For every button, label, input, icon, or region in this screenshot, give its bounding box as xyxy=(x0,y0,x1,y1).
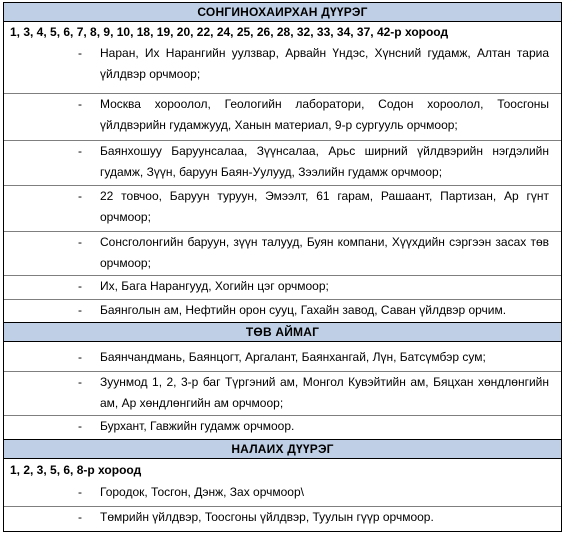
bullet-dash: - xyxy=(78,279,82,293)
item-text: Бурхант, Гавжийн гудамж орчмоор. xyxy=(100,419,295,433)
section-header: СОНГИНОХАИРХАН ДҮҮРЭГ xyxy=(4,3,561,22)
item-text: Москва хороолол, Геологийн лаборатори, Содон хороолол, Тоосгоны үйлдвэрийн гудамжууд, Ханын материал, 9-р сургууль орчмоор; xyxy=(100,97,549,132)
section-subtitle: 1, 3, 4, 5, 6, 7, 8, 9, 10, 18, 19, 20, 22, 24, 25, 26, 28, 32, 33, 34, 37, 42-р хороод xyxy=(10,25,449,39)
list-item xyxy=(4,299,561,324)
item-text: Городок, Тосгон, Дэнж, Зах орчмоор\ xyxy=(100,485,304,499)
list-item xyxy=(4,140,561,188)
item-text: Зуунмод 1, 2, 3-р баг Түргэний ам, Монгол Кувэйтийн ам, Бяцхан хөндлөнгийн ам, Ар хөндлөнгийн ам орчмоор; xyxy=(100,375,549,410)
list-item xyxy=(4,371,561,416)
bullet-dash: - xyxy=(78,510,82,524)
bullet-dash: - xyxy=(78,419,82,433)
bullet-dash: - xyxy=(78,46,82,60)
list-item xyxy=(4,231,561,278)
section-subtitle: 1, 2, 3, 5, 6, 8-р хороод xyxy=(10,463,142,477)
section-header: ТӨВ АЙМАГ xyxy=(4,323,561,342)
item-text: Их, Бага Нарангууд, Хогийн цэг орчмоор; xyxy=(100,279,329,293)
item-text: Наран, Их Нарангийн уулзвар, Арвайн Үндэс, Хүнсний гудамж, Алтан тариа үйлдвэр орчмоор; xyxy=(100,46,549,81)
bullet-dash: - xyxy=(78,375,82,389)
item-text: Баянчандмань, Баянцогт, Аргалант, Баянхангай, Лүн, Батсүмбэр сум; xyxy=(100,350,486,364)
section-header: НАЛАИХ ДҮҮРЭГ xyxy=(4,440,561,459)
bullet-dash: - xyxy=(78,97,82,111)
list-item xyxy=(4,93,561,141)
bullet-dash: - xyxy=(78,144,82,158)
bullet-dash: - xyxy=(78,303,82,317)
bullet-dash: - xyxy=(78,485,82,499)
list-item xyxy=(4,347,561,371)
list-item xyxy=(4,506,561,531)
item-text: 22 товчоо, Баруун туруун, Эмээлт, 61 гарам, Рашаант, Партизан, Ар гүнт орчмоор; xyxy=(100,189,549,224)
item-text: Баянхошуу Баруунсалаа, Зүүнсалаа, Арьс ширний үйлдвэрийн нэгдэлийн гудамж, Зүүн, баруун Баян-Уулууд, Зээлийн гудамж орчмоор; xyxy=(100,144,549,179)
bullet-dash: - xyxy=(78,350,82,364)
item-text: Сонсголонгийн баруун, зүүн талууд, Буян компани, Хүүхдийн сэргээн засах төв орчмоор; xyxy=(100,235,549,270)
bullet-dash: - xyxy=(78,235,82,249)
list-item xyxy=(4,415,561,440)
list-item xyxy=(4,43,561,91)
item-text: Төмрийн үйлдвэр, Тоосгоны үйлдвэр, Туулын гүүр орчмоор. xyxy=(100,510,434,524)
bullet-dash: - xyxy=(78,189,82,203)
list-item xyxy=(4,185,561,232)
list-item xyxy=(4,275,561,300)
item-text: Баянголын ам, Нефтийн орон сууц, Гахайн завод, Саван үйлдвэр орчим. xyxy=(100,303,507,317)
list-item xyxy=(4,482,561,506)
schedule-table xyxy=(3,2,562,532)
